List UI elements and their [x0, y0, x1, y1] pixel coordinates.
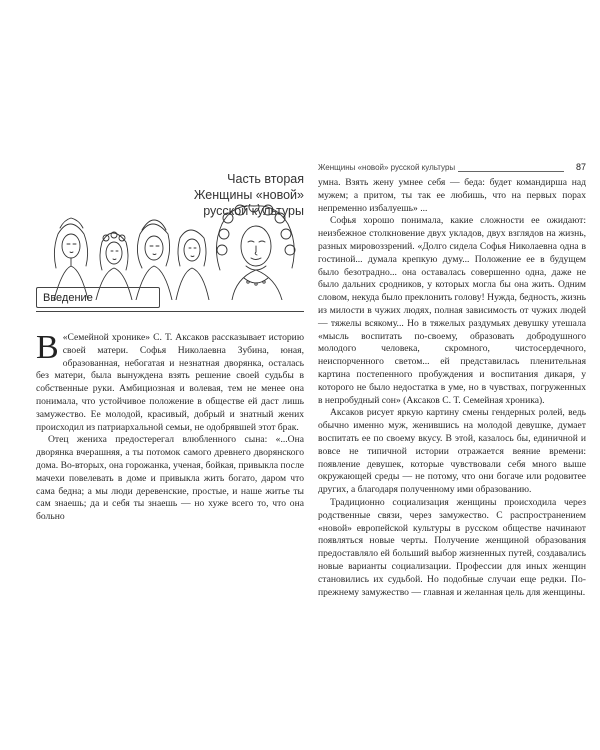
- left-text-column: [36, 329, 304, 524]
- paragraph-socialization: Традиционно социализация женщины происходила через родственные связи, через замужество. С распространением «новой» европейской культуры в русском обществе начинают появляться новые черты. Получение женщиной образования предоставляло ей больший выбор жизненных путей, создавались новые варианты социализации. Профессии для иных женщин становились их судьбой. Но подобные случаи еще редки. По-прежнему замужество — главная и желанная цель для женщины.: [318, 496, 586, 598]
- paragraph-aksakov: Аксаков рисует яркую картину смены гендерных ролей, ведь обычно именно муж, женившись на молодой девушке, думает воспитать ее по своему вкусу. В этой, казалось бы, единичной и вовсе не типичной истории отражается веяние времени: появление девушек, которые чувствовали себя много выше окружающей среды — не потому, что они богаче или родовитее других, а благодаря полученному ими образованию.: [318, 407, 586, 496]
- right-text-column: [318, 177, 586, 599]
- page-number: 87: [575, 162, 586, 172]
- paragraph-1-text: «Семейной хронике» С. Т. Аксаков рассказывает историю своей матери. Софья Николаевна Зубина, юная, образованная, небогатая и незнатная дворянка, осталась без матери, была вынуждена взять решение своей судьбы в собственные руки. Амбициозная и волевая, тем не менее она понимала, что устойчивое положение в обществе ей даст лишь замужество. Ее молодой, красивый, добрый и знатный жених происходил из патриархальной семьи, не одобрявшей этот брак.: [36, 332, 304, 433]
- running-head: [318, 162, 586, 176]
- chapter-part-label: Часть вторая: [227, 172, 304, 186]
- section-rule: [36, 311, 304, 312]
- five-women-illustration: [36, 204, 310, 300]
- section-title: Введение: [43, 292, 93, 304]
- drop-cap: В: [36, 329, 59, 366]
- paragraph-sofia: Софья хорошо понимала, какие сложности ее ожидают: неизбежное столкновение двух укладов, двух взглядов на жизнь, разных мировоззрений. «Долго сидела Софья Николаевна одна в гостиной... думала крепкую думу... Положение ее в будущем было безотрадно... она оставалась совершенно одна, даже не было дальних сродников, у которых могла бы она жить. Одним словом, некуда было преклонить голову! Нужда, бедность, жизнь из милости в чужих людях, полная зависимость от чужих людей — тяжелы всякому... Но в тяжелых раздумьях девушку утешала «мысль воспитать по-своему, образовать добродушного молодого человека, скромного, чистосердечного, неиспорченного светом... ей представилась пленительная картина постепенного пробуждения и воспитания дикаря, у которого не было недостатка в уме, но в чувствах, погруженных в непробудный сон» (Аксаков С. Т. Семейная хроника).: [318, 215, 586, 406]
- running-head-rule: [458, 171, 564, 172]
- section-header: [36, 287, 160, 308]
- chapter-name: Женщины «новой» русской культуры: [193, 188, 304, 218]
- paragraph-continued: умна. Взять жену умнее себя — беда: будет командирша над мужем; а притом, ты так ее любишь, что на первых порах непременно избалуешь» ...: [318, 177, 586, 214]
- paragraph-1: [36, 329, 304, 434]
- paragraph-2: Отец жениха предостерегал влюбленного сына: «...Она дворянка вчерашняя, а ты потомок самого древнего дворянского дома. Во-вторых, она горожанка, ученая, бойкая, привыкла после мачехи повелевать в доме и привыкла жить богато, даром что сама бедна; а мы люди деревенские, простые, и наше житье ты сам знаешь; да и себя ты знаешь — но хуже всего то, что она больно: [36, 434, 304, 523]
- running-head-title: Женщины «новой» русской культуры: [318, 163, 456, 172]
